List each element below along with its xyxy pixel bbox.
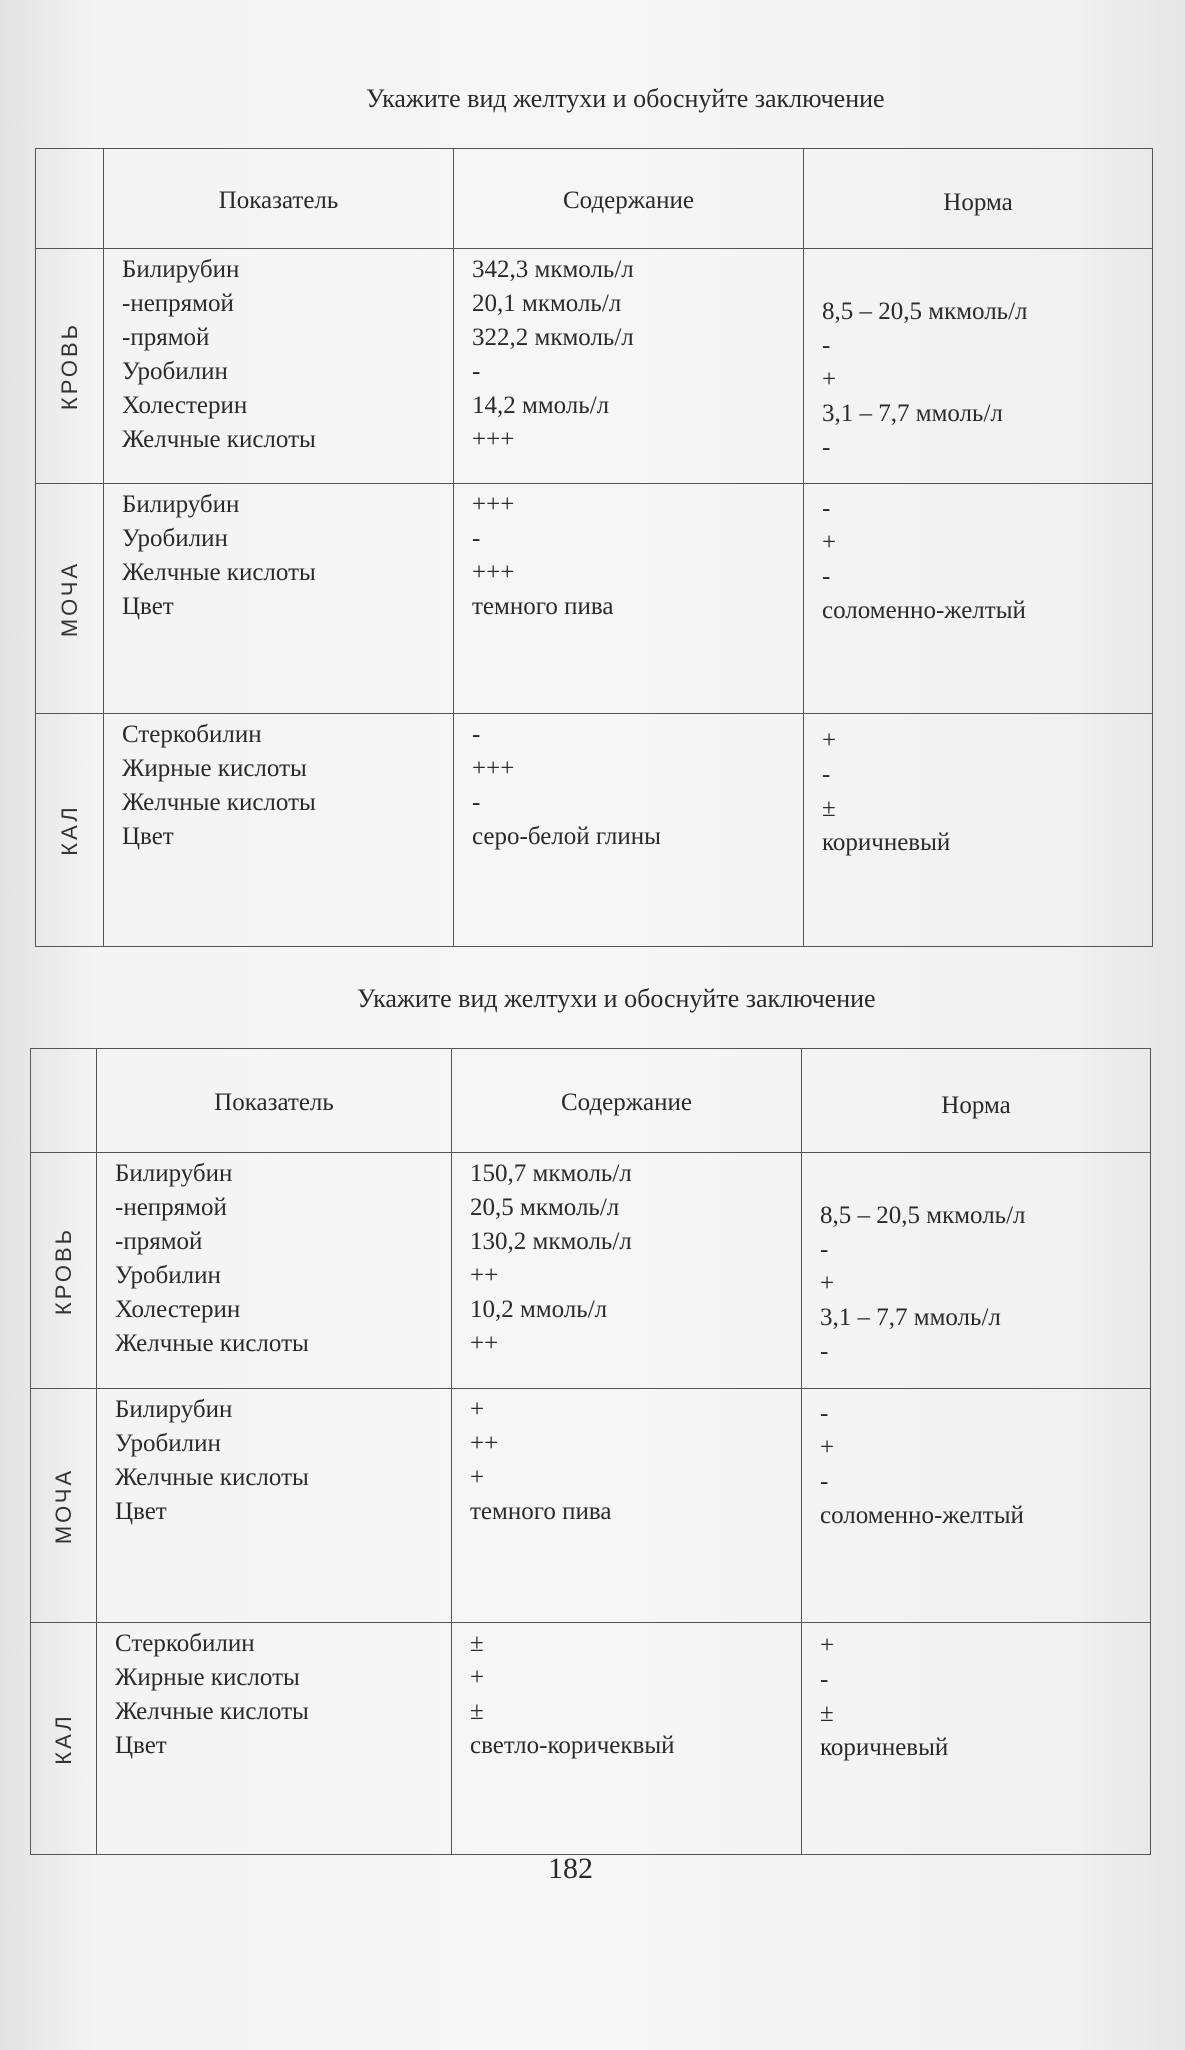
norm-cell [804, 714, 1153, 947]
norm-cell [802, 1389, 1151, 1623]
content-text: ++ [470, 1330, 499, 1357]
norm-text: - [820, 1236, 829, 1263]
norm-text: + [822, 366, 837, 393]
norm-text: - [820, 1400, 829, 1427]
content-text: + [470, 1664, 485, 1691]
indicator-cell [97, 1389, 452, 1623]
header-corner-cell [31, 1049, 97, 1153]
content-text: +++ [472, 755, 515, 782]
content-text: серо-белой глины [472, 823, 661, 850]
content-text: ± [470, 1630, 484, 1657]
section-label: МОЧА [50, 1467, 76, 1544]
indicator-text: Стеркобилин [122, 721, 262, 748]
table-header-row [31, 1049, 1151, 1153]
content-text: ++ [470, 1262, 499, 1289]
content-cell [452, 1153, 802, 1389]
norm-text: + [820, 1632, 835, 1659]
content-cell [452, 1389, 802, 1623]
indicator-text: Желчные кислоты [115, 1330, 309, 1357]
indicator-text: Желчные кислоты [115, 1464, 309, 1491]
content-text: 10,2 ммоль/л [470, 1296, 608, 1323]
indicator-text: Билирубин [122, 491, 240, 518]
section-row-stool [31, 1623, 1151, 1855]
indicator-text: -непрямой [115, 1194, 227, 1221]
norm-text: соломенно-желтый [822, 597, 1026, 624]
norm-text: - [822, 563, 831, 590]
content-text: ± [470, 1698, 484, 1725]
indicator-text: Уробилин [122, 358, 228, 385]
norm-text: коричневый [822, 829, 951, 856]
content-text: - [472, 721, 481, 748]
header-norm: Норма [802, 1049, 1151, 1153]
content-text: - [472, 525, 481, 552]
indicator-text: Цвет [115, 1498, 167, 1525]
section-label: КАЛ [50, 1712, 76, 1765]
indicator-text: Желчные кислоты [122, 559, 316, 586]
indicator-text: Жирные кислоты [115, 1664, 300, 1691]
content-text: - [472, 358, 481, 385]
norm-text [822, 261, 1152, 295]
section-label-cell [36, 714, 104, 947]
table-header-row [36, 149, 1153, 249]
indicator-text: Желчные кислоты [122, 426, 316, 453]
indicator-text: Уробилин [122, 525, 228, 552]
norm-text [820, 1165, 1150, 1199]
content-text: +++ [472, 559, 515, 586]
indicator-cell [97, 1623, 452, 1855]
norm-text: + [820, 1270, 835, 1297]
norm-text: - [822, 761, 831, 788]
header-corner-cell [36, 149, 104, 249]
indicator-text: -прямой [122, 324, 210, 351]
page-number: 182 [548, 1852, 593, 1885]
content-text: 150,7 мкмоль/л [470, 1160, 632, 1187]
indicator-text: Билирубин [122, 256, 240, 283]
indicator-cell [104, 249, 454, 484]
section-label: МОЧА [56, 560, 82, 637]
content-text: + [470, 1396, 485, 1423]
section-row-blood [36, 249, 1153, 484]
norm-text: + [822, 529, 837, 556]
section-label-cell [36, 484, 104, 714]
norm-text: 3,1 – 7,7 ммоль/л [820, 1304, 1001, 1331]
content-text: темного пива [470, 1498, 612, 1525]
indicator-text: Уробилин [115, 1262, 221, 1289]
section-label: КАЛ [56, 804, 82, 856]
content-text: темного пива [472, 593, 614, 620]
section-label: КРОВЬ [50, 1226, 76, 1315]
content-cell [452, 1623, 802, 1855]
norm-cell [804, 484, 1153, 714]
content-text: +++ [472, 426, 515, 453]
task-title: Укажите вид желтухи и обоснуйте заключение [366, 84, 885, 113]
norm-text: - [822, 434, 831, 461]
indicator-text: Холестерин [115, 1296, 241, 1323]
norm-text: коричневый [820, 1734, 949, 1761]
content-cell [454, 249, 804, 484]
content-text: - [472, 789, 481, 816]
header-content: Содержание [454, 149, 804, 249]
norm-text: 3,1 – 7,7 ммоль/л [822, 400, 1003, 427]
content-text: 322,2 мкмоль/л [472, 324, 634, 351]
norm-cell [804, 249, 1153, 484]
header-content: Содержание [452, 1049, 802, 1153]
content-text: 20,5 мкмоль/л [470, 1194, 620, 1221]
norm-text: - [822, 332, 831, 359]
header-indicator: Показатель [104, 149, 454, 249]
indicator-text: Стеркобилин [115, 1630, 255, 1657]
norm-text: - [820, 1468, 829, 1495]
content-text: + [470, 1464, 485, 1491]
indicator-text: Жирные кислоты [122, 755, 307, 782]
indicator-text: Цвет [122, 593, 174, 620]
norm-text: соломенно-желтый [820, 1502, 1024, 1529]
norm-cell [802, 1623, 1151, 1855]
section-label-cell [36, 249, 104, 484]
section-row-stool [36, 714, 1153, 947]
indicator-text: Цвет [122, 823, 174, 850]
content-text: 130,2 мкмоль/л [470, 1228, 632, 1255]
indicator-text: -непрямой [122, 290, 234, 317]
section-row-urine [31, 1389, 1151, 1623]
content-cell [454, 714, 804, 947]
header-norm: Норма [804, 149, 1153, 249]
norm-cell [802, 1153, 1151, 1389]
norm-text: 8,5 – 20,5 мкмоль/л [820, 1202, 1026, 1229]
content-cell [454, 484, 804, 714]
indicator-text: -прямой [115, 1228, 203, 1255]
content-text: 342,3 мкмоль/л [472, 256, 634, 283]
section-row-urine [36, 484, 1153, 714]
norm-text: + [820, 1434, 835, 1461]
content-text: +++ [472, 491, 515, 518]
norm-text: - [820, 1666, 829, 1693]
indicator-text: Цвет [115, 1732, 167, 1759]
indicator-cell [104, 714, 454, 947]
indicator-text: Билирубин [115, 1396, 233, 1423]
header-indicator: Показатель [97, 1049, 452, 1153]
indicator-text: Билирубин [115, 1160, 233, 1187]
section-label-cell [31, 1389, 97, 1623]
content-text: 14,2 ммоль/л [472, 392, 610, 419]
indicator-text: Желчные кислоты [122, 789, 316, 816]
norm-text: ± [822, 795, 836, 822]
lab-results-table [30, 1048, 1151, 1855]
content-text: светло-коричеквый [470, 1732, 675, 1759]
indicator-text: Уробилин [115, 1430, 221, 1457]
norm-text: - [822, 495, 831, 522]
norm-text: ± [820, 1700, 834, 1727]
section-label-cell [31, 1623, 97, 1855]
section-label: КРОВЬ [56, 321, 82, 411]
task-title: Укажите вид желтухи и обоснуйте заключение [357, 984, 876, 1013]
indicator-cell [97, 1153, 452, 1389]
indicator-cell [104, 484, 454, 714]
norm-text: - [820, 1338, 829, 1365]
indicator-text: Холестерин [122, 392, 248, 419]
content-text: 20,1 мкмоль/л [472, 290, 622, 317]
norm-text: + [822, 727, 837, 754]
norm-text: 8,5 – 20,5 мкмоль/л [822, 298, 1028, 325]
content-text: ++ [470, 1430, 499, 1457]
lab-results-table [35, 148, 1153, 947]
section-row-blood [31, 1153, 1151, 1389]
indicator-text: Желчные кислоты [115, 1698, 309, 1725]
section-label-cell [31, 1153, 97, 1389]
